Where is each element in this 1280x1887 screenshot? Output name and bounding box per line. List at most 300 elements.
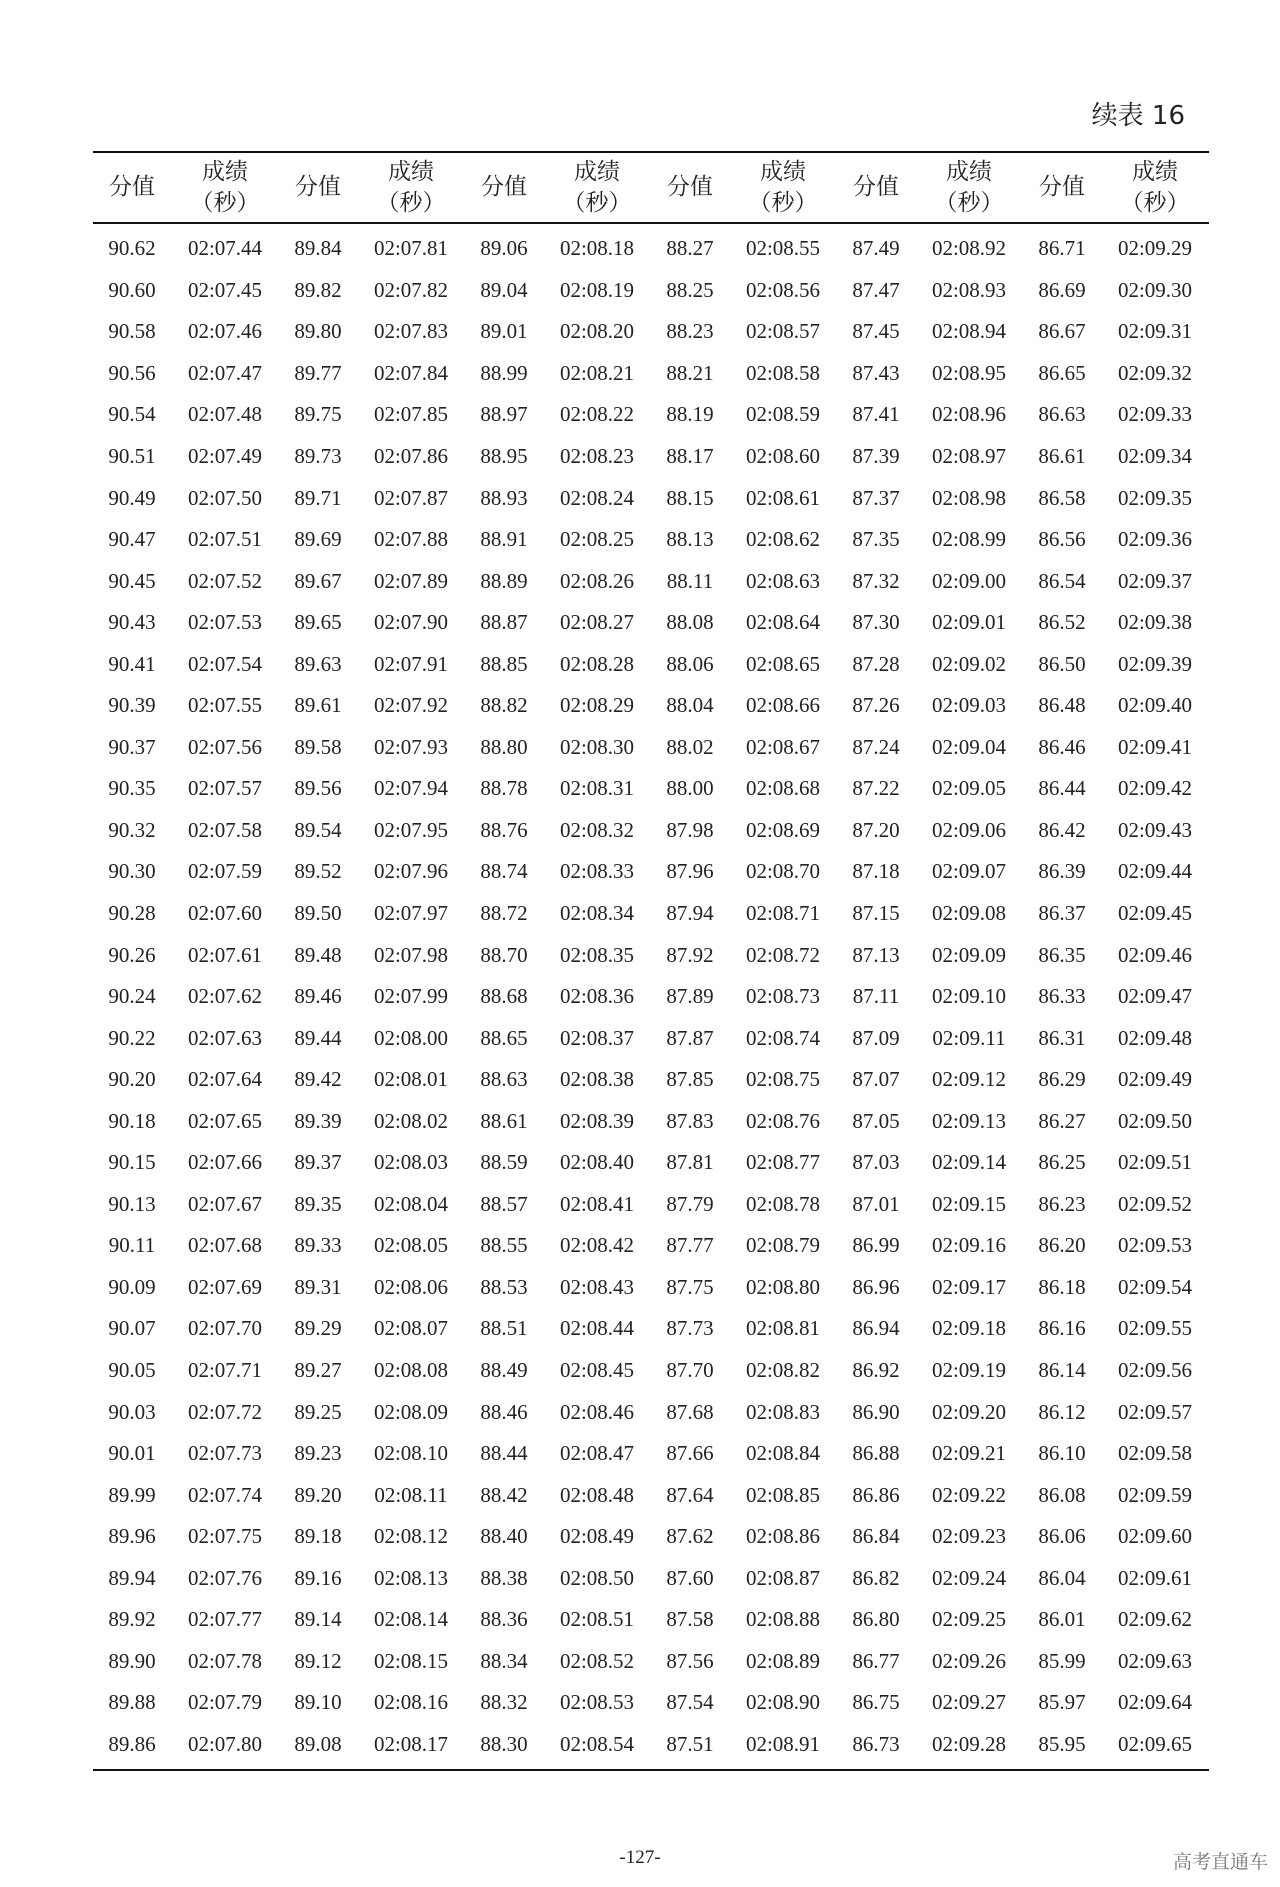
result-cell: 02:09.62	[1117, 1607, 1193, 1632]
result-cell: 02:08.64	[745, 610, 821, 635]
result-cell: 02:07.92	[373, 693, 449, 718]
result-cell: 02:07.79	[187, 1690, 263, 1715]
result-cell: 02:08.89	[745, 1648, 821, 1673]
result-cell: 02:08.61	[745, 485, 821, 510]
table-row	[93, 1142, 1209, 1184]
result-cell: 02:08.98	[931, 485, 1007, 510]
result-cell: 02:09.47	[1117, 984, 1193, 1009]
score-cell: 85.95	[1023, 1724, 1101, 1771]
score-cell: 89.99	[108, 1482, 156, 1507]
score-cell: 87.15	[852, 901, 900, 926]
score-cell: 90.05	[108, 1358, 156, 1383]
result-cell: 02:08.26	[559, 568, 635, 593]
score-cell: 90.22	[108, 1025, 156, 1050]
result-cell: 02:09.26	[931, 1648, 1007, 1673]
score-cell: 89.73	[294, 444, 342, 468]
score-cell: 86.01	[1038, 1607, 1086, 1632]
table-body	[93, 223, 1209, 1770]
score-cell: 89.71	[294, 485, 342, 510]
score-cell: 90.47	[108, 527, 156, 552]
result-cell: 02:08.12	[373, 1524, 449, 1549]
result-cell: 02:07.53	[187, 610, 263, 635]
score-cell: 89.82	[294, 277, 342, 302]
result-cell: 02:08.76	[745, 1108, 821, 1133]
table-row	[93, 1391, 1209, 1433]
result-cell: 02:08.23	[559, 444, 635, 468]
score-cell: 88.57	[480, 1191, 528, 1216]
score-cell: 88.76	[480, 817, 528, 842]
result-cell: 02:08.39	[559, 1108, 635, 1133]
table-row	[93, 394, 1209, 436]
score-cell: 88.11	[666, 568, 714, 593]
table-row	[93, 643, 1209, 685]
score-cell: 86.12	[1038, 1399, 1086, 1424]
table-row	[93, 353, 1209, 395]
score-cell: 89.20	[294, 1482, 342, 1507]
score-cell: 89.27	[294, 1358, 342, 1383]
score-cell: 89.75	[294, 402, 342, 427]
table-row	[93, 976, 1209, 1018]
score-cell: 87.45	[852, 319, 900, 344]
result-cell: 02:08.68	[745, 776, 821, 801]
result-cell: 02:08.95	[931, 360, 1007, 385]
table-row	[93, 1599, 1209, 1641]
result-cell: 02:09.22	[931, 1482, 1007, 1507]
score-cell: 88.21	[666, 360, 714, 385]
result-cell: 02:07.65	[187, 1108, 263, 1133]
result-cell: 02:08.01	[373, 1067, 449, 1092]
result-cell: 02:08.07	[373, 1316, 449, 1341]
table-header-row	[93, 152, 1209, 223]
result-cell: 02:07.58	[187, 817, 263, 842]
score-cell: 89.08	[279, 1724, 357, 1771]
result-cell: 02:08.52	[559, 1648, 635, 1673]
score-cell: 90.49	[108, 485, 156, 510]
score-cell: 86.54	[1038, 568, 1086, 593]
result-cell: 02:09.56	[1117, 1358, 1193, 1383]
result-cell: 02:09.39	[1117, 651, 1193, 676]
score-cell: 86.90	[852, 1399, 900, 1424]
score-cell: 86.94	[852, 1316, 900, 1341]
result-cell: 02:07.62	[187, 984, 263, 1009]
score-cell: 87.64	[666, 1482, 714, 1507]
score-cell: 89.23	[294, 1441, 342, 1466]
page-number: -127-	[619, 1847, 661, 1868]
score-cell: 88.19	[666, 402, 714, 427]
score-cell: 86.50	[1038, 651, 1086, 676]
score-cell: 89.06	[480, 236, 528, 261]
result-cell: 02:09.51	[1117, 1150, 1193, 1175]
result-cell: 02:08.15	[373, 1648, 449, 1673]
table-row	[93, 223, 1209, 270]
score-cell: 86.18	[1038, 1274, 1086, 1299]
result-cell: 02:07.63	[187, 1025, 263, 1050]
result-cell: 02:08.60	[745, 444, 821, 468]
score-cell: 89.88	[108, 1690, 156, 1715]
result-cell: 02:08.59	[745, 402, 821, 427]
result-cell: 02:09.07	[931, 859, 1007, 884]
score-cell: 86.56	[1038, 527, 1086, 552]
result-cell: 02:08.71	[745, 901, 821, 926]
result-cell: 02:07.48	[187, 402, 263, 427]
score-cell: 87.43	[852, 360, 900, 385]
score-cell: 90.35	[108, 776, 156, 801]
result-cell: 02:08.67	[745, 734, 821, 759]
score-cell: 88.55	[480, 1233, 528, 1258]
result-cell: 02:08.31	[559, 776, 635, 801]
result-cell: 02:08.46	[559, 1399, 635, 1424]
header-result-label: 成绩	[574, 158, 620, 185]
table-row	[93, 1558, 1209, 1600]
result-cell: 02:09.16	[931, 1233, 1007, 1258]
result-cell: 02:08.33	[559, 859, 635, 884]
result-cell: 02:09.24	[931, 1565, 1007, 1590]
result-cell: 02:08.30	[559, 734, 635, 759]
result-cell: 02:07.96	[373, 859, 449, 884]
result-cell: 02:08.77	[745, 1150, 821, 1175]
result-cell: 02:07.56	[187, 734, 263, 759]
score-cell: 89.58	[294, 734, 342, 759]
score-cell: 90.58	[108, 319, 156, 344]
score-cell: 88.44	[480, 1441, 528, 1466]
header-result-unit: （秒）	[1120, 189, 1190, 216]
result-cell: 02:08.44	[559, 1316, 635, 1341]
score-cell: 86.71	[1038, 236, 1086, 261]
score-cell: 86.14	[1038, 1358, 1086, 1383]
result-cell: 02:08.91	[729, 1724, 837, 1771]
result-cell: 02:09.15	[931, 1191, 1007, 1216]
result-cell: 02:08.63	[745, 568, 821, 593]
score-cell: 87.03	[852, 1150, 900, 1175]
table-row	[93, 519, 1209, 561]
score-cell: 86.92	[852, 1358, 900, 1383]
header-result-unit: （秒）	[376, 189, 446, 216]
header-result-2	[357, 152, 465, 223]
result-cell: 02:08.54	[543, 1724, 651, 1771]
result-cell: 02:09.19	[931, 1358, 1007, 1383]
table-row	[93, 1350, 1209, 1392]
score-cell: 88.68	[480, 984, 528, 1009]
score-cell: 89.01	[480, 319, 528, 344]
score-cell: 88.82	[480, 693, 528, 718]
score-cell: 87.62	[666, 1524, 714, 1549]
score-cell: 90.60	[108, 277, 156, 302]
header-result-label: 成绩	[202, 158, 248, 185]
score-cell: 89.50	[294, 901, 342, 926]
score-cell: 90.15	[108, 1150, 156, 1175]
score-cell: 86.35	[1038, 942, 1086, 967]
result-cell: 02:08.70	[745, 859, 821, 884]
score-cell: 86.65	[1038, 360, 1086, 385]
result-cell: 02:07.57	[187, 776, 263, 801]
score-cell: 88.42	[480, 1482, 528, 1507]
result-cell: 02:08.41	[559, 1191, 635, 1216]
score-cell: 89.29	[294, 1316, 342, 1341]
table-row	[93, 1474, 1209, 1516]
table-row	[93, 311, 1209, 353]
table-row	[93, 1641, 1209, 1683]
result-cell: 02:07.80	[171, 1724, 279, 1771]
result-cell: 02:07.72	[187, 1399, 263, 1424]
score-cell: 87.92	[666, 942, 714, 967]
result-cell: 02:09.32	[1117, 360, 1193, 385]
table-row	[93, 1433, 1209, 1475]
result-cell: 02:08.28	[559, 651, 635, 676]
score-cell: 90.24	[108, 984, 156, 1009]
result-cell: 02:08.17	[357, 1724, 465, 1771]
score-cell: 90.62	[108, 236, 156, 261]
score-cell: 90.51	[108, 444, 156, 468]
score-cell: 87.20	[852, 817, 900, 842]
score-cell: 87.70	[666, 1358, 714, 1383]
score-cell: 86.80	[852, 1607, 900, 1632]
score-cell: 89.56	[294, 776, 342, 801]
table-row	[93, 602, 1209, 644]
score-cell: 87.39	[852, 444, 900, 468]
score-cell: 88.70	[480, 942, 528, 967]
result-cell: 02:09.38	[1117, 610, 1193, 635]
result-cell: 02:07.82	[373, 277, 449, 302]
result-cell: 02:08.21	[559, 360, 635, 385]
result-cell: 02:09.25	[931, 1607, 1007, 1632]
score-cell: 86.04	[1038, 1565, 1086, 1590]
table-row	[93, 1682, 1209, 1724]
result-cell: 02:08.87	[745, 1565, 821, 1590]
result-cell: 02:09.11	[932, 1025, 1006, 1050]
result-cell: 02:09.52	[1117, 1191, 1193, 1216]
result-cell: 02:08.43	[559, 1274, 635, 1299]
score-cell: 88.93	[480, 485, 528, 510]
score-cell: 87.83	[666, 1108, 714, 1133]
header-score-4: 分值	[651, 152, 729, 223]
table-row	[93, 851, 1209, 893]
header-result-3	[543, 152, 651, 223]
score-cell: 88.87	[480, 610, 528, 635]
score-cell: 88.30	[465, 1724, 543, 1771]
score-cell: 88.00	[666, 776, 714, 801]
score-cell: 86.10	[1038, 1441, 1086, 1466]
score-cell: 89.44	[294, 1025, 342, 1050]
score-cell: 86.44	[1038, 776, 1086, 801]
result-cell: 02:08.04	[373, 1191, 449, 1216]
table-row	[93, 1059, 1209, 1101]
result-cell: 02:08.24	[559, 485, 635, 510]
result-cell: 02:09.06	[931, 817, 1007, 842]
result-cell: 02:07.76	[187, 1565, 263, 1590]
result-cell: 02:08.05	[373, 1233, 449, 1258]
score-cell: 86.33	[1038, 984, 1086, 1009]
result-cell: 02:08.19	[559, 277, 635, 302]
score-cell: 88.53	[480, 1274, 528, 1299]
result-cell: 02:08.25	[559, 527, 635, 552]
result-cell: 02:08.11	[374, 1482, 448, 1507]
score-cell: 88.89	[480, 568, 528, 593]
result-cell: 02:08.34	[559, 901, 635, 926]
result-cell: 02:09.34	[1117, 444, 1193, 468]
score-cell: 87.73	[666, 1316, 714, 1341]
result-cell: 02:08.29	[559, 693, 635, 718]
score-cell: 89.04	[480, 277, 528, 302]
header-result-6	[1101, 152, 1209, 223]
result-cell: 02:09.02	[931, 651, 1007, 676]
result-cell: 02:09.61	[1117, 1565, 1193, 1590]
result-cell: 02:08.69	[745, 817, 821, 842]
result-cell: 02:09.41	[1117, 734, 1193, 759]
result-cell: 02:07.94	[373, 776, 449, 801]
result-cell: 02:07.46	[187, 319, 263, 344]
header-result-label: 成绩	[1132, 158, 1178, 185]
score-cell: 88.40	[480, 1524, 528, 1549]
result-cell: 02:07.98	[373, 942, 449, 967]
score-cell: 86.48	[1038, 693, 1086, 718]
score-cell: 86.27	[1038, 1108, 1086, 1133]
score-cell: 88.91	[480, 527, 528, 552]
score-cell: 90.13	[108, 1191, 156, 1216]
result-cell: 02:07.83	[373, 319, 449, 344]
score-cell: 88.17	[666, 444, 714, 468]
result-cell: 02:08.79	[745, 1233, 821, 1258]
result-cell: 02:09.50	[1117, 1108, 1193, 1133]
score-cell: 88.65	[480, 1025, 528, 1050]
score-cell: 89.69	[294, 527, 342, 552]
result-cell: 02:08.94	[931, 319, 1007, 344]
score-cell: 87.79	[666, 1191, 714, 1216]
result-cell: 02:08.14	[373, 1607, 449, 1632]
score-cell: 86.42	[1038, 817, 1086, 842]
result-cell: 02:09.40	[1117, 693, 1193, 718]
table-row	[93, 1225, 1209, 1267]
score-cell: 88.06	[666, 651, 714, 676]
result-cell: 02:07.70	[187, 1316, 263, 1341]
result-cell: 02:07.64	[187, 1067, 263, 1092]
score-cell: 90.43	[108, 610, 156, 635]
result-cell: 02:07.68	[187, 1233, 263, 1258]
score-cell: 86.75	[852, 1690, 900, 1715]
header-score-2: 分值	[279, 152, 357, 223]
score-cell: 87.01	[852, 1191, 900, 1216]
result-cell: 02:09.49	[1117, 1067, 1193, 1092]
header-score-1: 分值	[93, 152, 171, 223]
header-result-unit: （秒）	[748, 189, 818, 216]
score-cell: 88.85	[480, 651, 528, 676]
score-cell: 88.36	[480, 1607, 528, 1632]
result-cell: 02:09.28	[915, 1724, 1023, 1771]
result-cell: 02:08.36	[559, 984, 635, 1009]
result-cell: 02:07.47	[187, 360, 263, 385]
result-cell: 02:09.45	[1117, 901, 1193, 926]
result-cell: 02:09.21	[931, 1441, 1007, 1466]
score-cell: 90.30	[108, 859, 156, 884]
score-cell: 86.16	[1038, 1316, 1086, 1341]
result-cell: 02:07.88	[373, 527, 449, 552]
score-cell: 90.32	[108, 817, 156, 842]
score-cell: 89.94	[108, 1565, 156, 1590]
score-cell: 86.58	[1038, 485, 1086, 510]
score-cell: 89.31	[294, 1274, 342, 1299]
score-cell: 88.51	[480, 1316, 528, 1341]
result-cell: 02:09.00	[931, 568, 1007, 593]
result-cell: 02:08.99	[931, 527, 1007, 552]
score-cell: 89.37	[294, 1150, 342, 1175]
result-cell: 02:07.89	[373, 568, 449, 593]
result-cell: 02:09.13	[931, 1108, 1007, 1133]
table-row	[93, 1308, 1209, 1350]
header-score-3: 分值	[465, 152, 543, 223]
table-row	[93, 560, 1209, 602]
result-cell: 02:08.32	[559, 817, 635, 842]
score-cell: 89.77	[294, 360, 342, 385]
score-cell: 88.34	[480, 1648, 528, 1673]
score-cell: 87.66	[666, 1441, 714, 1466]
score-cell: 89.18	[294, 1524, 342, 1549]
score-cell: 90.09	[108, 1274, 156, 1299]
result-cell: 02:07.54	[187, 651, 263, 676]
score-cell: 88.78	[480, 776, 528, 801]
score-cell: 85.97	[1038, 1690, 1086, 1715]
score-cell: 90.45	[108, 568, 156, 593]
score-cell: 86.08	[1038, 1482, 1086, 1507]
result-cell: 02:09.63	[1117, 1648, 1193, 1673]
score-cell: 87.96	[666, 859, 714, 884]
result-cell: 02:08.06	[373, 1274, 449, 1299]
result-cell: 02:07.44	[187, 236, 263, 261]
score-cell: 87.94	[666, 901, 714, 926]
score-cell: 86.99	[852, 1233, 900, 1258]
score-cell: 89.48	[294, 942, 342, 967]
result-cell: 02:07.74	[187, 1482, 263, 1507]
result-cell: 02:08.78	[745, 1191, 821, 1216]
table-row	[93, 893, 1209, 935]
score-cell: 87.75	[666, 1274, 714, 1299]
header-result-4	[729, 152, 837, 223]
score-cell: 89.61	[294, 693, 342, 718]
score-cell: 89.42	[294, 1067, 342, 1092]
table-row	[93, 1100, 1209, 1142]
table-caption: 续表 16	[1091, 101, 1185, 131]
score-cell: 87.87	[666, 1025, 714, 1050]
result-cell: 02:09.05	[931, 776, 1007, 801]
score-cell: 86.82	[852, 1565, 900, 1590]
score-cell: 86.39	[1038, 859, 1086, 884]
score-cell: 89.54	[294, 817, 342, 842]
score-cell: 87.09	[852, 1025, 900, 1050]
result-cell: 02:09.17	[931, 1274, 1007, 1299]
result-cell: 02:08.10	[373, 1441, 449, 1466]
result-cell: 02:07.60	[187, 901, 263, 926]
score-cell: 89.52	[294, 859, 342, 884]
result-cell: 02:07.52	[187, 568, 263, 593]
score-cell: 88.72	[480, 901, 528, 926]
result-cell: 02:08.82	[745, 1358, 821, 1383]
table-row	[93, 1017, 1209, 1059]
score-cell: 86.77	[852, 1648, 900, 1673]
score-cell: 86.86	[852, 1482, 900, 1507]
score-cell: 88.02	[666, 734, 714, 759]
result-cell: 02:09.14	[931, 1150, 1007, 1175]
score-cell: 89.67	[294, 568, 342, 593]
score-cell: 88.74	[480, 859, 528, 884]
result-cell: 02:09.31	[1117, 319, 1193, 344]
score-cell: 90.26	[108, 942, 156, 967]
result-cell: 02:07.67	[187, 1191, 263, 1216]
header-result-unit: （秒）	[562, 189, 632, 216]
result-cell: 02:08.86	[745, 1524, 821, 1549]
result-cell: 02:09.42	[1117, 776, 1193, 801]
result-cell: 02:08.66	[745, 693, 821, 718]
score-cell: 87.22	[852, 776, 900, 801]
result-cell: 02:07.91	[373, 651, 449, 676]
result-cell: 02:09.54	[1117, 1274, 1193, 1299]
